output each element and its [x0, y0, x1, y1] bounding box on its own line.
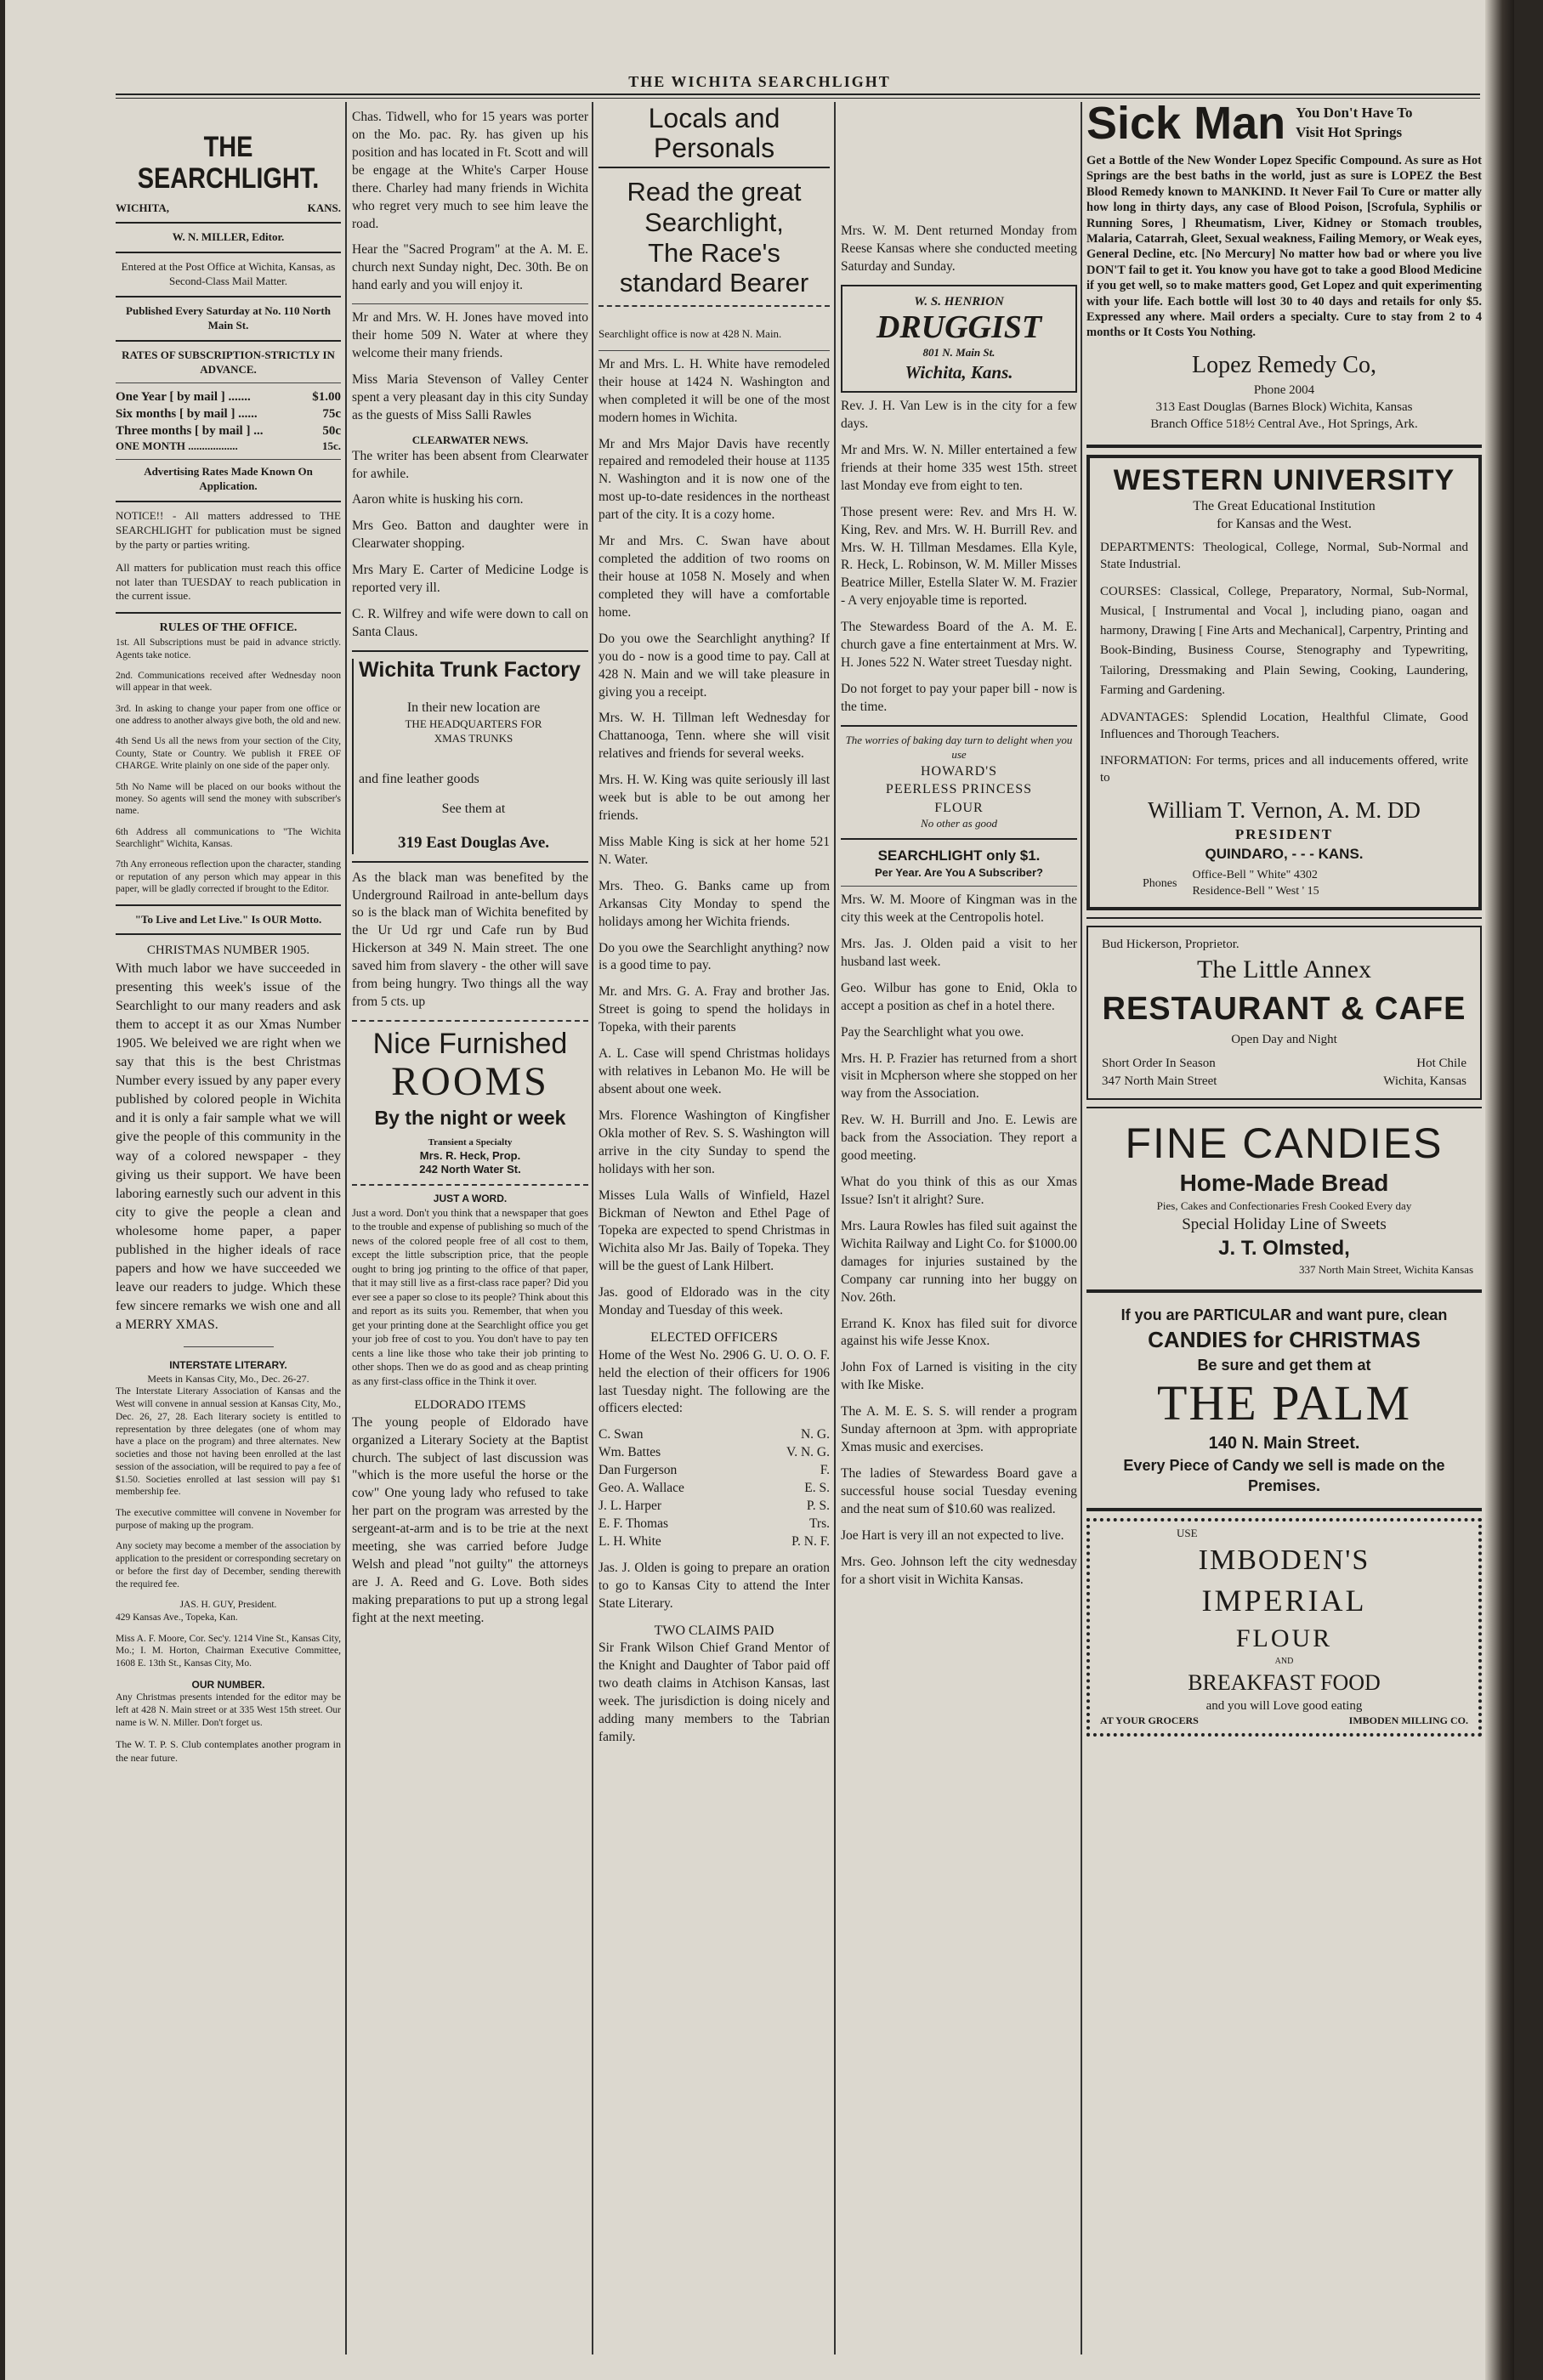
- claims-title: TWO CLAIMS PAID: [654, 1623, 774, 1638]
- palm-address: 140 N. Main Street.: [1208, 1433, 1360, 1453]
- annex-hours: Open Day and Night: [1231, 1033, 1337, 1047]
- officer-name: Dan Furgerson: [598, 1463, 678, 1478]
- eldorado-body: The young people of Eldorado have organized a Literary Society at the Baptist church. The subject of last discussion was "which is the more useful the horse or the cow" One young lady who refused to take her part on the program was arrested by the sergeant-at-arm and is to be trie at the next meeting, she was carried before Judge Welsh and plead "not guilty" the attorneys are J. A. Reed and G. Love. Both sides making preparations to put up a strong legal fight at the next meeting.: [352, 1414, 588, 1625]
- header-rule: [116, 94, 1480, 99]
- officer-name: L. H. White: [598, 1533, 661, 1549]
- column-2: [352, 109, 588, 2363]
- claims-body: Sir Frank Wilson Chief Grand Mentor of the Knight and Daughter of Tabor paid off two death claims in Atchison Kansas, last week. The jurisdiction is doing nicely and adding many members to the Tabrian family.: [598, 1640, 830, 1744]
- palm-line: Be sure and get them at: [1197, 1356, 1371, 1374]
- candies-line: Special Holiday Line of Sweets: [1182, 1215, 1387, 1233]
- wu-president-title: PRESIDENT: [1234, 826, 1334, 843]
- annex-name: The Little Annex: [1197, 955, 1371, 984]
- wu-title: WESTERN UNIVERSITY: [1113, 464, 1455, 497]
- annex-short: Short Order In Season: [1102, 1057, 1216, 1071]
- literary-sub: Meets in Kansas City, Mo., Dec. 26-27.: [147, 1372, 309, 1385]
- imboden-line: and you will Love good eating: [1205, 1698, 1363, 1713]
- word-title: JUST A WORD.: [433, 1193, 508, 1205]
- local-item: Jas. good of Eldorado was in the city Monday and Tuesday of this week.: [598, 1285, 830, 1318]
- western-university-ad: [1086, 455, 1482, 910]
- local-item: Miss Mable King is sick at her home 521 N. Water.: [598, 834, 830, 867]
- page-header: THE WICHITA SEARCHLIGHT: [628, 73, 891, 90]
- elected-title: ELECTED OFFICERS: [650, 1330, 778, 1346]
- number-title: OUR NUMBER.: [191, 1678, 265, 1691]
- officer-title: P. S.: [806, 1499, 830, 1514]
- published-notice: Published Every Saturday at No. 110 North Main St.: [126, 304, 331, 332]
- literary-body: The executive committee will convene in November for purpose of making up the program.: [116, 1507, 341, 1531]
- annex-proprietor: Bud Hickerson, Proprietor.: [1102, 938, 1240, 952]
- trunk-address: 319 East Douglas Ave.: [397, 834, 550, 852]
- rate-label: Six months [ by mail ] ......: [116, 406, 258, 421]
- rate-label: One Year [ by mail ] .......: [116, 389, 251, 404]
- flour-line: No other as good: [921, 817, 997, 830]
- local-item: Searchlight office is now at 428 N. Main.: [598, 326, 782, 340]
- elected-body: Home of the West No. 2906 G. U. O. O. F. held the election of their officers for 1906 last Tuesday night. The following are the officers elected:: [598, 1347, 830, 1416]
- local-item: Mr. and Mrs. G. A. Fray and brother Jas. Street is going to spend the holidays in Topeka, with their parents: [598, 984, 830, 1035]
- annex-city: Wichita, Kansas: [1383, 1074, 1466, 1088]
- officer-name: Geo. A. Wallace: [598, 1481, 684, 1496]
- imboden-line: IMPERIAL: [1201, 1584, 1367, 1618]
- officer-title: N. G.: [800, 1427, 830, 1442]
- druggist-name: W. S. HENRION: [914, 294, 1004, 309]
- wu-phone: Residence-Bell " West ' 15: [1192, 885, 1319, 898]
- banner-line: The Race's standard Bearer: [619, 237, 809, 298]
- notice: NOTICE!! - All matters addressed to THE SEARCHLIGHT for publication must be signed by the party or parties writing.: [116, 508, 341, 551]
- officer-name: E. F. Thomas: [598, 1516, 669, 1531]
- trunk-factory-ad: [352, 659, 588, 854]
- editor-line: W. N. MILLER, Editor.: [172, 230, 285, 244]
- local-item: Mrs. H. P. Frazier has returned from a short visit in Mcpherson where she stopped on her way from the Association.: [841, 1051, 1077, 1102]
- column-rule: [1081, 102, 1082, 2354]
- local-item: Rev. W. H. Burrill and Jno. E. Lewis are back from the Association. They report a good meeting.: [841, 1113, 1077, 1164]
- local-item: What do you think of this as our Xmas Issue? Isn't it alright? Sure.: [841, 1175, 1077, 1207]
- palm-line: If you are PARTICULAR and want pure, clean: [1120, 1306, 1448, 1323]
- local-item: The A. M. E. S. S. will render a program Sunday afternoon at 3pm. with appropriate Xmas music and exercises.: [841, 1404, 1077, 1455]
- local-item: Rev. J. H. Van Lew is in the city for a few days.: [841, 399, 1077, 431]
- local-item: A. L. Case will spend Christmas holidays with relatives in Lebanon Mo. He will be absent about one week.: [598, 1046, 830, 1097]
- local-item: Mrs. Florence Washington of Kingfisher Okla mother of Rev. S. S. Washington will arrive in the city Sunday to spend the holidays with her son.: [598, 1108, 830, 1176]
- candies-title: FINE CANDIES: [1125, 1119, 1444, 1167]
- annex-address: 347 North Main Street: [1102, 1074, 1217, 1088]
- local-item: The Stewardess Board of the A. M. E. church gave a fine entertainment at Mrs. W. H. Jones 522 N. Water street Tuesday night.: [841, 620, 1077, 671]
- rule-item: 6th Address all communications to "The Wichita Searchlight" Wichita, Kansas.: [116, 826, 341, 850]
- local-item: Mrs. W. M. Dent returned Monday from Reese Kansas where she conducted meeting Saturday and Sunday.: [841, 224, 1077, 274]
- candies-line: Pies, Cakes and Confectionaries Fresh Cooked Every day: [1156, 1198, 1412, 1212]
- candies-owner: J. T. Olmsted,: [1218, 1237, 1350, 1261]
- local-item: Mrs. H. W. King was quite seriously ill last week but is able to be out among her friends.: [598, 773, 830, 824]
- rule-item: 5th No Name will be placed on our books without the money. So agents will send the money with subscriber's name.: [116, 781, 341, 817]
- clearwater-title: CLEARWATER NEWS.: [411, 433, 529, 446]
- rate-label: Three months [ by mail ] ...: [116, 424, 264, 439]
- officer-name: J. L. Harper: [598, 1499, 662, 1514]
- literary-title: INTERSTATE LITERARY.: [169, 1359, 287, 1372]
- word-body: Just a word. Don't you think that a newspaper that goes to the trouble and expense of publishing so much of the news of the colored people free of all cost to them, except the little subscription price, that the people ought to bring jog printing to the office of that paper, that it may still live as a first-class race paper? Did you ever see a paper so close to its people? Think about this and report as its suits you. Remember, that when you get your printing done at the Searchlight office you get your job free of cost to you. You don't have to pay ten cents a line like those who take their job printing to other shops. Then we do as good and as cheap printing as any first-class office in the Think it over.: [352, 1206, 588, 1387]
- wu-depts: DEPARTMENTS: Theological, College, Normal, Sub-Normal and State Industrial.: [1100, 541, 1468, 572]
- wu-sub: The Great Educational Institution: [1193, 498, 1376, 513]
- rooms-line: Mrs. R. Heck, Prop.: [419, 1148, 521, 1162]
- local-item: Mr and Mrs Major Davis have recently repaired and remodeled their house at 1135 N. Washington and it is now one of the most up-to-date residences in the northeast part of the city. It is a cozy home.: [598, 436, 830, 523]
- xmas-body: With much labor we have succeeded in presenting this week's issue of the Searchlight to our many readers and ask them to accept it as our Xmas Number 1905. We beleived we are right when we say that this is the best Christmas Number every issued by any paper every published by colored people in Wichita and it is only a fair sample what we will give the people of this community in the way of a colored newspaper - they giving us their support. We have been laboring earnestly such our advent in this city to give the people a clean and wholesome home paper, a paper published in the higher ideals of race papers and how we have succeeded we leave our readers to judge. Which these few sincere remarks we wish one and all a MERRY XMAS.: [116, 960, 341, 1333]
- palm-line: CANDIES for CHRISTMAS: [1148, 1326, 1421, 1352]
- annex-title: RESTAURANT & CAFE: [1102, 990, 1466, 1027]
- clearwater-item: The writer has been absent from Clearwater for awhile.: [352, 448, 588, 481]
- rate-price: 50c: [322, 424, 341, 439]
- palm-title: THE PALM: [1156, 1375, 1412, 1431]
- rooms-line: Nice Furnished: [372, 1028, 568, 1061]
- local-item: Mr and Mrs. W. N. Miller entertained a few friends at their home 335 west 15th. street last Monday eve from eight to ten.: [841, 442, 1077, 493]
- rates-title: RATES OF SUBSCRIPTION-STRICTLY IN ADVANCE.: [122, 348, 335, 376]
- newspaper-page: [5, 0, 1514, 2380]
- rooms-line: 242 North Water St.: [419, 1163, 521, 1176]
- xmas-title: CHRISTMAS NUMBER 1905.: [146, 944, 310, 958]
- clearwater-item: Aaron white is husking his corn.: [352, 492, 524, 507]
- local-item: Mrs. Jas. J. Olden paid a visit to her husband last week.: [841, 936, 1077, 969]
- article-p: As the black man was benefited by the Underground Railroad in ante-bellum days so is the black man of Wichita benefited by the Ur Ud rgr und Cafe run by Bud Hickerson at 349 N. Main street. The one saved him from slavery - the other will save from being hungry. Two things all the way from 5 cts. up: [352, 870, 588, 1010]
- flour-ad: [841, 734, 1077, 831]
- local-item: Jas. J. Olden is going to prepare an oration to go to Kansas City to attend the Inter State Literary.: [598, 1560, 830, 1611]
- rule-item: 7th Any erroneous reflection upon the character, standing or reputation of any person which may appear in this paper, will be gladly corrected if brought to the Editor.: [116, 859, 341, 895]
- druggist-ad: [841, 285, 1077, 393]
- local-item: Misses Lula Walls of Winfield, Hazel Bickman of Newton and Ethel Page of Topeka are expected to spend Christmas in Wichita also Mr Jas. Baily of Topeka. They will be the guest of Lank Hilbert.: [598, 1187, 830, 1274]
- literary-sig: Miss A. F. Moore, Cor. Sec'y. 1214 Vine St., Kansas City, Mo.; I. M. Horton, Chairman Executive Committee, 1608 E. 13th St., Kansas City, Mo.: [116, 1633, 341, 1669]
- rate-price: 15c.: [321, 439, 341, 453]
- local-item: Joe Hart is very ill an not expected to live.: [841, 1527, 1064, 1543]
- flour-line: FLOUR: [934, 800, 984, 815]
- local-item: Mrs. Laura Rowles has filed suit against the Wichita Railway and Light Co. for $1000.00 damages for injuries sustained by the Company car running into her buggy on Nov. 26th.: [841, 1218, 1077, 1305]
- local-item: Pay the Searchlight what you owe.: [841, 1024, 1024, 1040]
- trunk-title: Wichita Trunk Factory: [359, 657, 581, 682]
- local-item: Mrs. W. H. Tillman left Wednesday for Chattanooga, Tenn. where she will visit relatives and friends for several weeks.: [598, 711, 830, 762]
- druggist-city: Wichita, Kans.: [905, 361, 1013, 382]
- subscribe-line: Per Year. Are You A Subscriber?: [875, 866, 1043, 880]
- officer-title: V. N. G.: [786, 1445, 830, 1460]
- officer-name: Wm. Battes: [598, 1445, 661, 1460]
- column-rule: [345, 102, 347, 2354]
- entered-notice: Entered at the Post Office at Wichita, Kansas, as Second-Class Mail Matter.: [121, 260, 336, 288]
- annex-chile: Hot Chile: [1416, 1057, 1466, 1071]
- article-p: Hear the "Sacred Program" at the A. M. E. church next Sunday night, Dec. 30th. Be on hand early and you will enjoy it.: [352, 242, 588, 293]
- wu-adv: ADVANTAGES: Splendid Location, Healthful Climate, Good Influences and Thorough Teachers.: [1100, 711, 1468, 742]
- officer-title: Trs.: [809, 1516, 830, 1531]
- candies-address: 337 North Main Street, Wichita Kansas: [1298, 1262, 1473, 1276]
- rate-price: $1.00: [312, 389, 341, 404]
- locals-title: Locals and Personals: [598, 104, 830, 168]
- column-masthead: [116, 106, 341, 2363]
- rooms-line: Transient a Specialty: [428, 1137, 513, 1148]
- trunk-line: XMAS TRUNKS: [434, 731, 513, 745]
- imboden-line: AT YOUR GROCERS: [1100, 1714, 1199, 1727]
- subscribe-line: SEARCHLIGHT only $1.: [877, 847, 1041, 864]
- masthead-city: WICHITA,: [116, 201, 169, 214]
- local-item: Errand K. Knox has filed suit for divorce against his wife Jesse Knox.: [841, 1316, 1077, 1349]
- rooms-title: ROOMS: [391, 1059, 549, 1105]
- rule-item: 4th Send Us all the news from your section of the City, County, State or Country. We publish it FREE OF CHARGE. Write plainly on one side of the paper only.: [116, 736, 341, 772]
- column-ads: [1086, 100, 1482, 2363]
- wu-sub: for Kansas and the West.: [1217, 517, 1352, 532]
- masthead-state: KANS.: [307, 201, 341, 214]
- trunk-line: THE HEADQUARTERS FOR: [405, 717, 542, 731]
- trunk-line: See them at: [441, 802, 506, 817]
- officer-name: C. Swan: [598, 1427, 644, 1442]
- literary-sig: JAS. H. GUY, President.: [179, 1600, 277, 1611]
- druggist-address: 801 N. Main St.: [922, 345, 996, 359]
- clearwater-item: C. R. Wilfrey and wife were down to call on Santa Claus.: [352, 607, 588, 640]
- local-item: Mrs. W. M. Moore of Kingman was in the city this week at the Centropolis hotel.: [841, 892, 1077, 925]
- palm-ad: [1086, 1300, 1482, 1502]
- article-p: Chas. Tidwell, who for 15 years was porter on the Mo. pac. Ry. has given up his position and has located in Ft. Scott and will be engage at the White's Carper House there. Charley had many friends in Wichita who regret very much to see him leave the road.: [352, 110, 588, 231]
- lopez-phone: Phone 2004: [1253, 382, 1315, 397]
- druggist-title: DRUGGIST: [876, 309, 1042, 346]
- wtps-note: The W. T. P. S. Club contemplates another program in the near future.: [116, 1738, 341, 1764]
- eldorado-title: ELDORADO ITEMS: [414, 1398, 526, 1413]
- rule-item: 3rd. In asking to change your paper from one office or one address to another always give both, the old and new.: [116, 703, 341, 727]
- wu-phone: Office-Bell " White" 4302: [1192, 869, 1318, 882]
- flour-line: PEERLESS PRINCESS: [885, 782, 1033, 797]
- column-rule: [834, 102, 836, 2354]
- local-item: Mr and Mrs. C. Swan have about completed the addition of two rooms on their house at 1058 N. Mosely and when completed they will have a comfortable home.: [598, 534, 830, 620]
- local-item: Do you owe the Searchlight anything? If you do - now is a good time to pay. Call at 428 N. Main and we will take pleasure in giving you a receipt.: [598, 631, 830, 700]
- officer-title: E. S.: [804, 1481, 830, 1496]
- wu-info: INFORMATION: For terms, prices and all inducements offered, write to: [1100, 753, 1468, 785]
- local-item: Do not forget to pay your paper bill - now is the time.: [841, 681, 1077, 714]
- imboden-line: IMBODEN'S: [1198, 1544, 1370, 1577]
- sick-body: Get a Bottle of the New Wonder Lopez Specific Compound. As sure as Hot Springs are the best baths in the world, just as sure is LOPEZ the Best Blood Remedy known to MANKIND. It Never Fail To Cure or matter ally how long in thirty days, any case of Blood Poison, [Scrofula, Syphilis or Running Sores, ] Rheumatism, Liver, Kidney or Stomach troubles, Malaria, Catarrah, Gleet, Sexual weakness, Failing Memory, or Weak eyes, General Decline, etc. [No Mercury] No matter how bad or where you live DON'T fail to get it. You know you have got to take a good Blood Medicine if you get well, so to make matters good, Get Lopez and quit experimenting with your life. Each bottle will lost 30 to 40 days and retails for only $5. Expressed any where. Mail orders a specialty. Cure to stay from 2 to 4 months or It Costs You Nothing.: [1086, 154, 1482, 340]
- masthead-title: THE SEARCHLIGHT.: [137, 131, 320, 196]
- local-item: Do you owe the Searchlight anything? now is a good time to pay.: [598, 940, 830, 973]
- imboden-line: IMBODEN MILLING CO.: [1348, 1714, 1468, 1727]
- rooms-ad: [352, 1028, 588, 1177]
- sick-title: Sick Man: [1086, 100, 1286, 149]
- local-item: John Fox of Larned is visiting in the city with Ike Miske.: [841, 1360, 1077, 1393]
- rules-list: [116, 637, 341, 895]
- lopez-address: Branch Office 518½ Central Ave., Hot Springs, Ark.: [1150, 417, 1418, 432]
- page-edge: [1485, 0, 1514, 2380]
- local-item: Geo. Wilbur has gone to Enid, Okla to accept a position as chef in a hotel there.: [841, 980, 1077, 1013]
- little-annex-ad: [1086, 926, 1482, 1100]
- local-item: Mrs. Geo. Johnson left the city wednesday for a short visit in Wichita Kansas.: [841, 1554, 1077, 1587]
- clearwater-item: Mrs Mary E. Carter of Medicine Lodge is reported very ill.: [352, 563, 588, 596]
- article-p: Miss Maria Stevenson of Valley Center spent a very pleasant day in this city Sunday as the guests of Miss Salli Rawles: [352, 371, 588, 422]
- number-body: Any Christmas presents intended for the editor may be left at 428 N. Main street or at 335 West 15th street. Our name is W. N. Miller. Don't forget us.: [116, 1692, 341, 1729]
- candies-sub: Home-Made Bread: [1179, 1169, 1389, 1196]
- banner-line: Read the great Searchlight,: [627, 177, 802, 238]
- wu-president: William T. Vernon, A. M. DD: [1148, 797, 1421, 823]
- imboden-line: USE: [1177, 1527, 1198, 1540]
- rate-label: ONE MONTH ..................: [116, 439, 238, 453]
- sick-side: You Don't Have To Visit Hot Springs: [1296, 105, 1413, 140]
- rate-price: 75c: [322, 406, 341, 421]
- rules-title: RULES OF THE OFFICE.: [159, 621, 298, 635]
- sick-man-ad: [1086, 100, 1482, 433]
- motto: "To Live and Let Live." Is OUR Motto.: [134, 912, 322, 926]
- officers-list: [598, 1426, 830, 1550]
- wu-courses: COURSES: Classical, College, Preparatory, Normal, Sub-Normal, Musical, [ Instrumental and Vocal ], including piano, oagan and harmony, Drawing [ Fine Arts and Mechanical], Carpentry, Printing and Book-Binding, Business Course, Stenography and Typewriting, Tailoring, Dressmaking and Plain Sewing, Cooking, Laundering, Farming and Gardening.: [1100, 584, 1468, 697]
- wu-phones: Phones: [1143, 876, 1177, 890]
- local-item: The ladies of Stewardess Board gave a successful house social Tuesday evening and the neat sum of $10.60 was realized.: [841, 1465, 1077, 1516]
- wu-city: QUINDARO, - - - KANS.: [1205, 846, 1364, 863]
- imboden-ad: [1086, 1518, 1482, 1736]
- rooms-line: By the night or week: [374, 1107, 566, 1130]
- column-rule: [592, 102, 593, 2354]
- candies-ad: [1086, 1115, 1482, 1283]
- trunk-line: In their new location are: [406, 700, 541, 716]
- column-4: [841, 223, 1077, 2363]
- rule-item: 2nd. Communications received after Wednesday noon will appear in that week.: [116, 670, 341, 694]
- palm-line: Every Piece of Candy we sell is made on the Premises.: [1123, 1456, 1445, 1495]
- officer-title: P. N. F.: [791, 1533, 830, 1549]
- flour-line: The worries of baking day turn to delight when you use: [845, 733, 1073, 761]
- imboden-line: AND: [1274, 1657, 1294, 1667]
- article-p: Mr and Mrs. W. H. Jones have moved into their home 509 N. Water at where they welcome their many friends.: [352, 310, 588, 361]
- matters-notice: All matters for publication must reach this office not later than TUESDAY to reach publication in the current issue.: [116, 560, 341, 603]
- rule-item: 1st. All Subscriptions must be paid in advance strictly. Agents take notice.: [116, 638, 341, 660]
- officer-title: F.: [820, 1463, 830, 1478]
- column-3: [598, 104, 830, 2363]
- local-item: Mrs. Theo. G. Banks came up from Arkansas City Monday to spend the holidays among her Wichita friends.: [598, 878, 830, 929]
- literary-sig: 429 Kansas Ave., Topeka, Kan.: [116, 1612, 238, 1623]
- flour-line: HOWARD'S: [921, 763, 997, 779]
- literary-body: The Interstate Literary Association of Kansas and the West will convene in annual session at Kansas City, Mo., Dec. 26, 27, 28. Each literary society is entitled to representation by three delegates (one of whom may have a place on the program) and three alternates. New societies and those not having been enrolled at the last session of the association, will be required to pay a fee of $1.50. Societies enrolled at last session will pay $1 membership fee.: [116, 1386, 341, 1498]
- local-item: Mr and Mrs. L. H. White have remodeled their house at 1424 N. Washington and when completed it will be one of the most modern homes in Wichita.: [598, 356, 830, 425]
- adv-rates: Advertising Rates Made Known On Application.: [144, 465, 313, 493]
- lopez-name: Lopez Remedy Co,: [1192, 351, 1376, 378]
- rates-table: [116, 388, 341, 455]
- lopez-address: 313 East Douglas (Barnes Block) Wichita, Kansas: [1155, 400, 1413, 414]
- imboden-line: FLOUR: [1235, 1624, 1333, 1652]
- imboden-line: BREAKFAST FOOD: [1188, 1669, 1381, 1695]
- literary-body: Any society may become a member of the association by application to the president or corresponding secretary on or before the first day of December, sending therewith the required fee.: [116, 1541, 341, 1590]
- trunk-line: and fine leather goods: [359, 771, 479, 786]
- local-item: Those present were: Rev. and Mrs H. W. King, Rev. and Mrs. W. H. Burrill Rev. and Mrs. W. H. Tillman Mesdames. Ella Kyle, R. Heck, L. Robinson, W. M. Miller Misses Beatrice Miller, Estella Slater W. M. Frazier - A very enjoyable time is reported.: [841, 504, 1077, 609]
- clearwater-item: Mrs Geo. Batton and daughter were in Clearwater shopping.: [352, 518, 588, 552]
